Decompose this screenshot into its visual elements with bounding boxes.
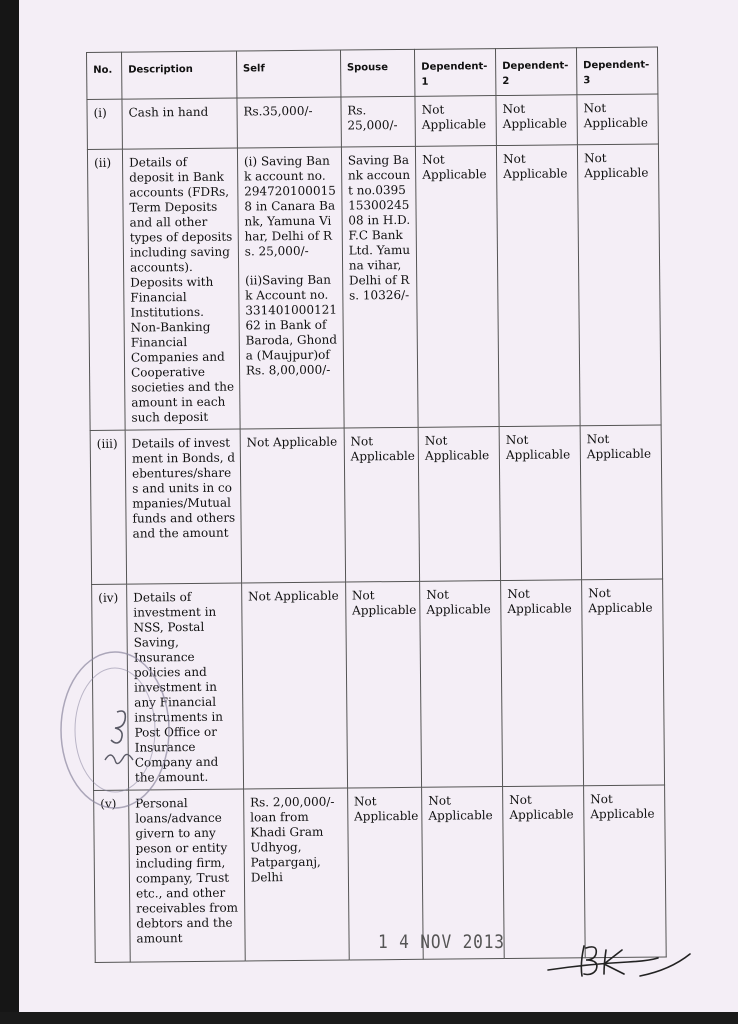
table-row <box>90 425 662 584</box>
cell-dependent-1: Not Applicable <box>422 787 505 960</box>
cell-dependent-1: Not Applicable <box>418 427 500 582</box>
cell-dependent-2: Not Applicable <box>499 426 581 581</box>
header-sl: No. <box>87 52 122 99</box>
cell-description: Personal loans/advance givern to any peson or entity including firm, company, Trust etc., and other receivables from debtors and the amount <box>129 789 245 962</box>
oath-commissioner-seal <box>55 650 175 820</box>
cell-sl: (iii) <box>90 430 126 584</box>
cell-self <box>237 147 344 429</box>
cell-spouse: Not Applicable <box>347 787 423 960</box>
cell-description: Details of investment in NSS, Postal Saving, Insurance policies and investment in any Financial instruments in Post Office or Insurance Company and the amount. <box>127 583 244 790</box>
cell-dependent-2: Not Applicable <box>496 95 577 146</box>
scanner-edge <box>0 0 19 1024</box>
cell-spouse: Not Applicable <box>344 427 420 582</box>
self-deposit-1: (i) Saving Bank account no. 2947201000158 in Canara Bank, Yamuna Vihar, Delhi of Rs. 25,000/- <box>243 153 336 259</box>
header-row <box>87 47 658 99</box>
cell-dependent-3: Not Applicable <box>577 94 658 145</box>
header-self: Self <box>236 50 340 98</box>
table-row <box>92 579 665 790</box>
cell-dependent-2: Not Applicable <box>503 786 586 959</box>
signature <box>540 936 700 986</box>
assets-table <box>86 47 667 963</box>
cell-self: Not Applicable <box>241 582 347 789</box>
cell-dependent-2: Not Applicable <box>496 145 580 427</box>
self-deposit-2: (ii)Saving Bank Account no. 33140100012162 in Bank of Baroda, Ghonda (Maujpur)of Rs. 8,00,000/- <box>244 272 338 378</box>
cell-self: Not Applicable <box>240 428 345 583</box>
cell-spouse: Saving Bank account no.03951530024508 in H.D.F.C Bank Ltd. Yamuna vihar, Delhi of Rs. 10326/- <box>341 146 418 428</box>
cell-sl: (v) <box>94 790 131 962</box>
cell-self: Rs. 2,00,000/- loan from Khadi Gram Udhyog, Patparganj, Delhi <box>243 788 349 961</box>
cell-dependent-1: Not Applicable <box>415 96 496 147</box>
cell-dependent-3: Not Applicable <box>584 785 667 958</box>
header-dependent-2: Dependent-2 <box>496 48 577 96</box>
cell-dependent-3: Not Applicable <box>577 144 661 426</box>
table-row <box>87 144 661 430</box>
cell-dependent-1: Not Applicable <box>420 581 503 788</box>
cell-description: Details of investment in Bonds, debentures/shares and units in companies/Mutual funds and others and the amount <box>125 429 241 584</box>
date-stamp: 1 4 NOV 2013 <box>378 931 505 953</box>
cell-spouse: Rs. 25,000/- <box>341 96 416 147</box>
cell-spouse: Not Applicable <box>345 581 421 788</box>
cell-dependent-2: Not Applicable <box>501 580 584 787</box>
cell-dependent-3: Not Applicable <box>582 579 665 786</box>
header-description: Description <box>122 51 237 99</box>
header-dependent-1: Dependent-1 <box>415 49 496 97</box>
cell-sl: (i) <box>87 99 122 149</box>
cell-dependent-3: Not Applicable <box>580 425 662 580</box>
header-dependent-3: Dependent-3 <box>576 47 657 95</box>
header-spouse: Spouse <box>340 49 415 97</box>
cell-description: Cash in hand <box>122 98 237 149</box>
cell-sl: (ii) <box>87 149 125 430</box>
cell-dependent-1: Not Applicable <box>416 146 500 428</box>
cell-self: Rs.35,000/- <box>237 97 341 148</box>
table-row <box>87 94 658 149</box>
scanner-bottom-edge <box>0 1012 738 1024</box>
cell-sl: (iv) <box>92 584 129 790</box>
cell-description: Details of deposit in Bank accounts (FDRs, Term Deposits and all other types of deposits including saving accounts). Deposits with Financial Institutions. Non-Banking Financial Companies and Cooperative societies and the amount in each such deposit <box>122 148 240 430</box>
